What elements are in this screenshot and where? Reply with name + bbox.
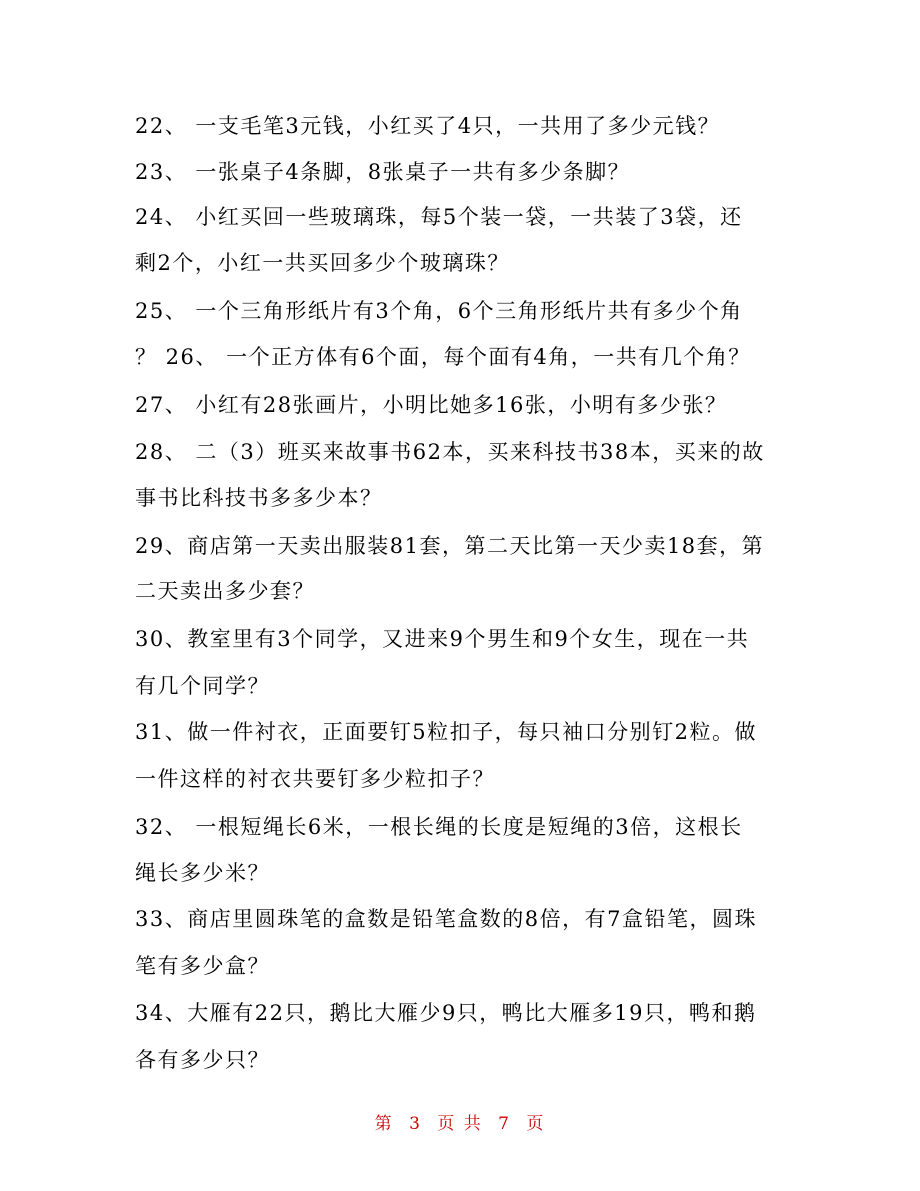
problem-line: ？ 26、 一个正方体有6个面，每个面有4角，一共有几个角？ bbox=[135, 345, 751, 369]
problem-line: 28、 二（3）班买来故事书62本，买来科技书38本，买来的故 bbox=[135, 440, 765, 464]
footer-middle: 页 共 bbox=[437, 1114, 483, 1134]
problem-line: 22、 一支毛笔3元钱，小红买了4只，一共用了多少元钱？ bbox=[135, 114, 721, 138]
current-page-number: 3 bbox=[409, 1114, 422, 1134]
problem-line: 29、商店第一天卖出服装81套，第二天比第一天少卖18套，第 bbox=[135, 534, 765, 558]
problem-line: 31、做一件衬衣，正面要钉5粒扣子，每只袖口分别钉2粒。做 bbox=[135, 720, 757, 744]
footer-suffix: 页 bbox=[526, 1114, 546, 1134]
problem-line: 绳长多少米？ bbox=[135, 861, 270, 885]
footer-prefix: 第 bbox=[374, 1114, 394, 1134]
problem-line: 34、大雁有22只，鹅比大雁少9只，鸭比大雁多19只，鸭和鹅 bbox=[135, 1001, 757, 1025]
page-footer bbox=[0, 1112, 920, 1136]
problem-line: 笔有多少盒？ bbox=[135, 954, 270, 978]
problem-line: 剩2个，小红一共买回多少个玻璃珠？ bbox=[135, 251, 510, 275]
problem-line: 25、 一个三角形纸片有3个角，6个三角形纸片共有多少个角 bbox=[135, 299, 743, 323]
problem-line: 33、商店里圆珠笔的盒数是铅笔盒数的8倍，有7盒铅笔，圆珠 bbox=[135, 907, 757, 931]
problem-line: 各有多少只？ bbox=[135, 1048, 270, 1072]
problem-line: 23、 一张桌子4条脚，8张桌子一共有多少条脚？ bbox=[135, 160, 631, 184]
total-pages-number: 7 bbox=[498, 1114, 511, 1134]
problem-line: 有几个同学？ bbox=[135, 674, 270, 698]
problem-line: 30、教室里有3个同学，又进来9个男生和9个女生，现在一共 bbox=[135, 627, 750, 651]
problem-line: 一件这样的衬衣共要钉多少粒扣子？ bbox=[135, 767, 495, 791]
problem-line: 24、 小红买回一些玻璃珠，每5个装一袋，一共装了3袋，还 bbox=[135, 205, 743, 229]
problem-line: 32、 一根短绳长6米，一根长绳的长度是短绳的3倍，这根长 bbox=[135, 815, 743, 839]
problem-line: 事书比科技书多多少本？ bbox=[135, 486, 383, 510]
problem-line: 二天卖出多少套？ bbox=[135, 579, 315, 603]
problem-line: 27、 小红有28张画片，小明比她多16张，小明有多少张？ bbox=[135, 393, 728, 417]
